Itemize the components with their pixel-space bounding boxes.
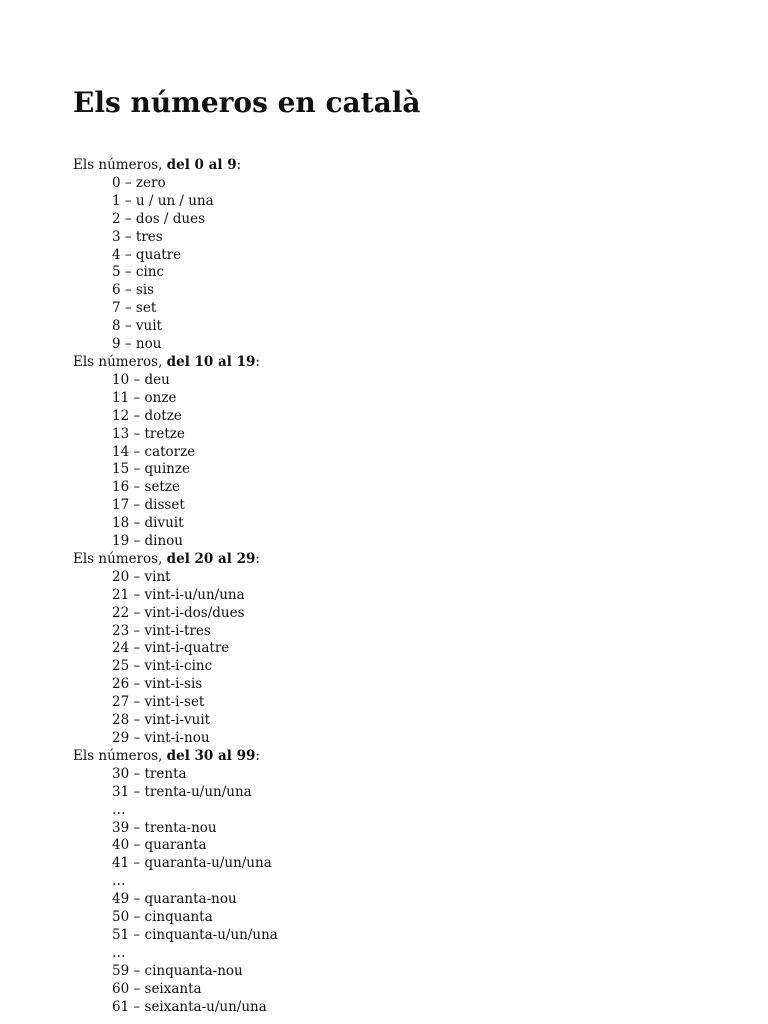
number-list xyxy=(73,372,733,551)
page-title: Els números en català xyxy=(73,86,421,119)
number-list-item: 17 – disset xyxy=(112,497,185,514)
number-list-item: 9 – nou xyxy=(112,336,162,353)
document-body xyxy=(73,157,733,1017)
number-list-item: 20 – vint xyxy=(112,568,171,585)
number-list-item: 18 – divuit xyxy=(112,515,184,532)
number-list-item: 49 – quaranta-nou xyxy=(112,891,237,908)
number-list-item: 40 – quaranta xyxy=(112,837,207,854)
number-list-item: 16 – setze xyxy=(112,479,180,496)
section-heading-prefix: Els números, xyxy=(73,353,167,370)
number-list-item: 25 – vint-i-cinc xyxy=(112,658,213,675)
number-list-item: 51 – cinquanta-u/un/una xyxy=(112,926,278,943)
number-list-item: 59 – cinquanta-nou xyxy=(112,962,243,979)
number-list-item: 13 – tretze xyxy=(112,425,185,442)
section-heading-range: del 10 al 19 xyxy=(166,353,256,370)
number-list-item: 11 – onze xyxy=(112,389,177,406)
number-list-item: 22 – vint-i-dos/dues xyxy=(112,604,245,621)
number-list-item: 41 – quaranta-u/un/una xyxy=(112,855,272,872)
number-list-item: 24 – vint-i-quatre xyxy=(112,640,230,657)
number-list-item: 27 – vint-i-set xyxy=(112,694,205,711)
section-heading xyxy=(73,748,733,766)
number-list-item: 2 – dos / dues xyxy=(112,210,206,227)
section-heading-prefix: Els números, xyxy=(73,550,167,567)
number-list-item: 60 – seixanta xyxy=(112,980,202,997)
section-heading xyxy=(73,354,733,372)
number-list-item: 7 – set xyxy=(112,300,157,317)
number-list-item: 12 – dotze xyxy=(112,407,182,424)
number-list-item: 6 – sis xyxy=(112,282,155,299)
number-list-item: … xyxy=(112,873,126,890)
section-heading-range: del 30 al 99 xyxy=(166,747,256,764)
number-list xyxy=(73,766,733,1017)
number-list-item: 19 – dinou xyxy=(112,533,183,550)
number-list-item: 61 – seixanta-u/un/una xyxy=(112,998,267,1015)
number-list xyxy=(73,569,733,748)
section-heading xyxy=(73,551,733,569)
number-list-item: … xyxy=(112,944,126,961)
number-list-item: 1 – u / un / una xyxy=(112,192,214,209)
number-list-item: 3 – tres xyxy=(112,228,163,245)
section-heading-suffix: : xyxy=(236,157,242,173)
section-heading-range: del 0 al 9 xyxy=(166,157,237,173)
section-heading-suffix: : xyxy=(255,550,260,567)
number-list-item: 10 – deu xyxy=(112,371,170,388)
number-list-item: 15 – quinze xyxy=(112,461,190,478)
number-list-item: 0 – zero xyxy=(112,174,166,191)
number-list-item: 50 – cinquanta xyxy=(112,909,213,926)
section-heading-prefix: Els números, xyxy=(73,157,167,173)
section-heading xyxy=(73,157,733,175)
number-list-item: 26 – vint-i-sis xyxy=(112,676,203,693)
section-heading-suffix: : xyxy=(255,353,260,370)
number-list-item: 8 – vuit xyxy=(112,318,162,335)
number-list-item: 39 – trenta-nou xyxy=(112,819,217,836)
number-list-item: 23 – vint-i-tres xyxy=(112,622,211,639)
number-list-item: 31 – trenta-u/un/una xyxy=(112,783,252,800)
number-list-item: 28 – vint-i-vuit xyxy=(112,712,211,729)
number-list-item: 30 – trenta xyxy=(112,765,187,782)
section-heading-range: del 20 al 29 xyxy=(166,550,256,567)
number-list-item: 14 – catorze xyxy=(112,443,196,460)
number-list-item: 29 – vint-i-nou xyxy=(112,730,210,746)
section-heading-prefix: Els números, xyxy=(73,747,167,764)
number-list xyxy=(73,175,733,354)
number-list-item: 5 – cinc xyxy=(112,264,165,281)
number-list-item: 21 – vint-i-u/un/una xyxy=(112,586,245,603)
number-list-item: 4 – quatre xyxy=(112,246,182,263)
section-heading-suffix: : xyxy=(255,747,260,764)
number-list-item: … xyxy=(112,801,126,818)
